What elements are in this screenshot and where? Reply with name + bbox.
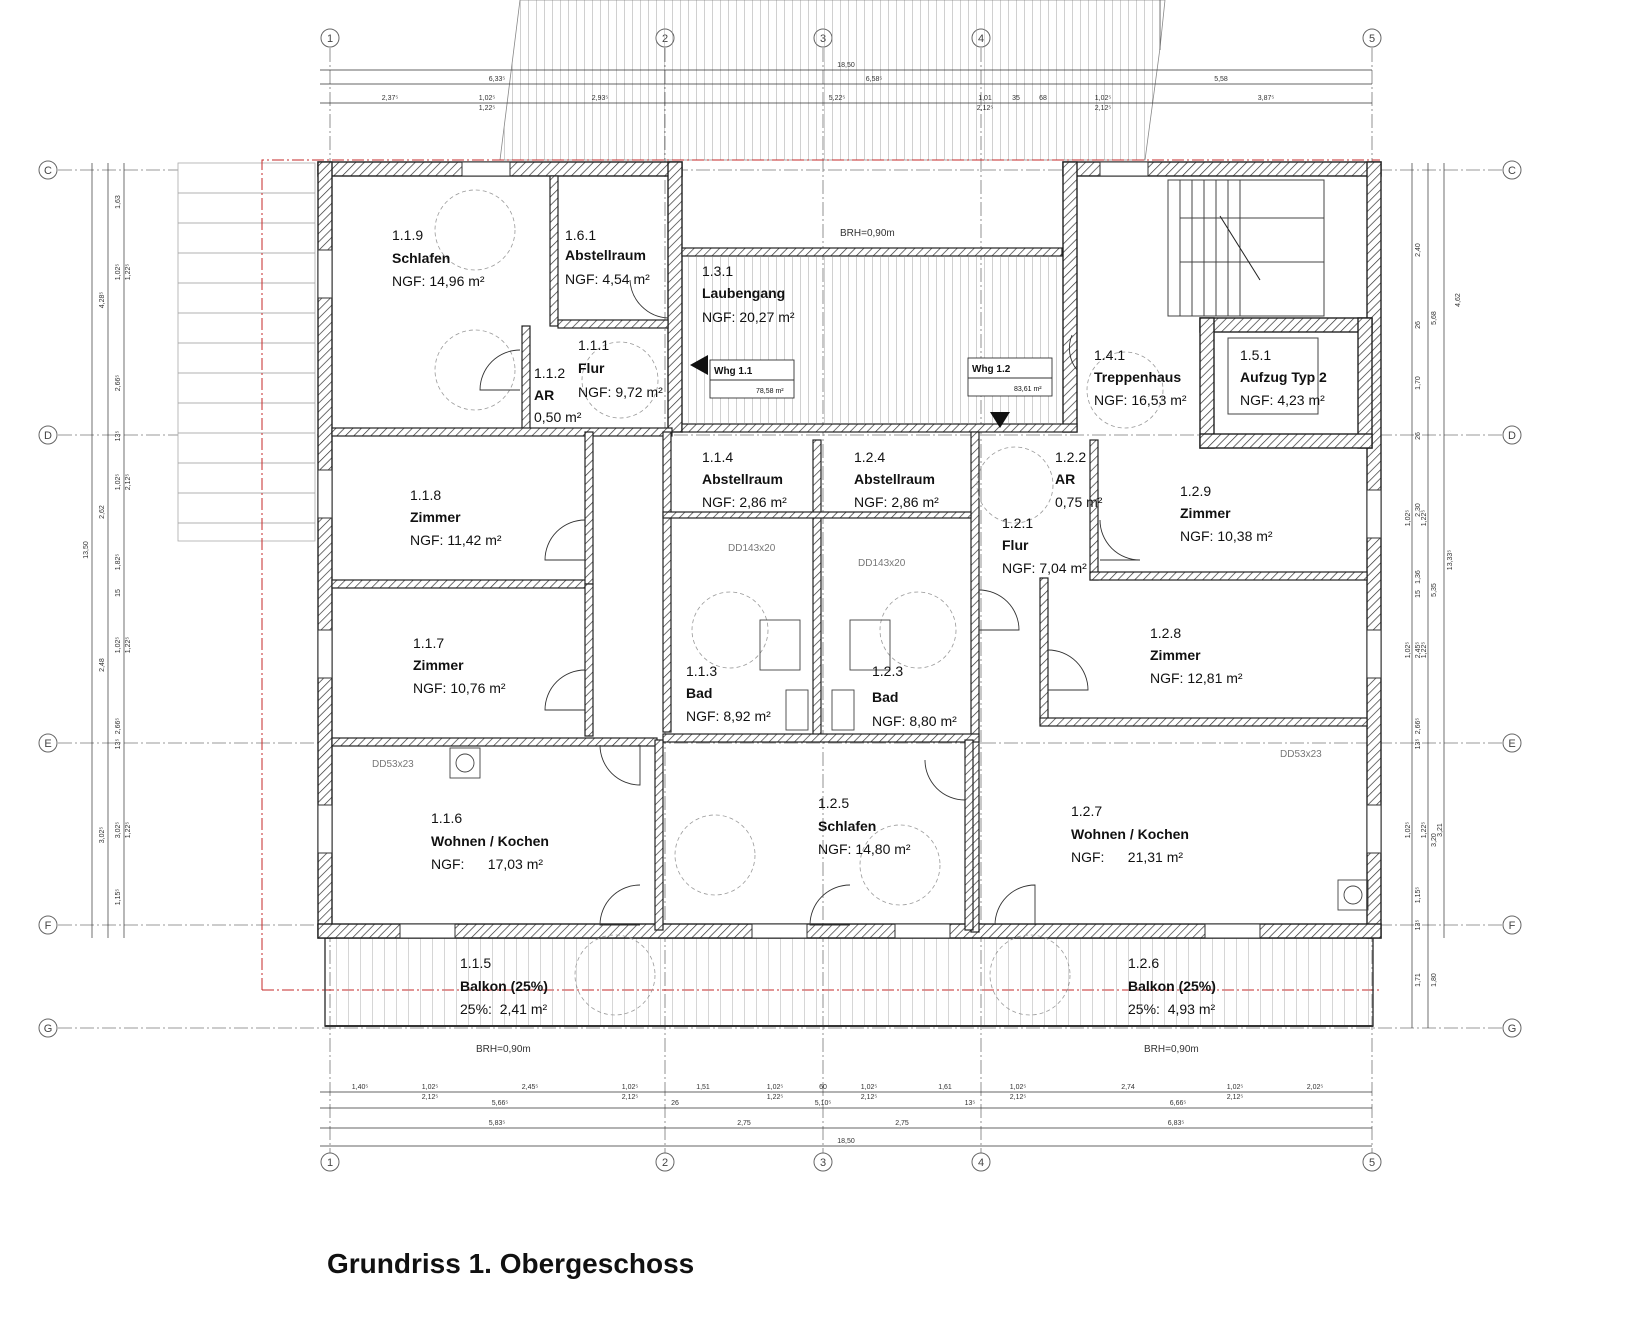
svg-text:1: 1 <box>326 33 334 45</box>
svg-text:1,02⁵: 1,02⁵ <box>1405 641 1412 659</box>
svg-text:1,02⁵: 1,02⁵ <box>621 1084 639 1091</box>
svg-text:1,02⁵: 1,02⁵ <box>1405 821 1412 839</box>
svg-text:6,66⁵: 6,66⁵ <box>1169 1100 1187 1107</box>
svg-text:1.2.4: 1.2.4 <box>854 449 886 465</box>
svg-text:13⁵: 13⁵ <box>1415 919 1422 931</box>
room-118 <box>410 487 502 548</box>
svg-text:Abstellraum: Abstellraum <box>565 247 646 263</box>
svg-text:13⁵: 13⁵ <box>115 738 122 750</box>
svg-text:1.1.7: 1.1.7 <box>413 635 445 651</box>
svg-text:2,66⁵: 2,66⁵ <box>1415 717 1422 735</box>
svg-text:Bad: Bad <box>686 685 713 701</box>
svg-text:2,75: 2,75 <box>737 1120 751 1127</box>
svg-text:13,33⁵: 13,33⁵ <box>1447 549 1454 571</box>
svg-text:1.1.9: 1.1.9 <box>392 227 424 243</box>
svg-text:1: 1 <box>326 1157 334 1169</box>
svg-text:2,30: 2,30 <box>1415 503 1422 517</box>
svg-text:26: 26 <box>1415 321 1422 329</box>
svg-text:2,12⁵: 2,12⁵ <box>1009 1094 1027 1101</box>
svg-text:0,50 m²: 0,50 m² <box>534 409 582 425</box>
svg-text:NGF: 4,23 m²: NGF: 4,23 m² <box>1240 392 1325 408</box>
svg-text:4,28⁵: 4,28⁵ <box>99 291 106 309</box>
svg-text:1.3.1: 1.3.1 <box>702 263 734 279</box>
svg-text:1,51: 1,51 <box>696 1084 710 1091</box>
svg-text:AR: AR <box>534 387 555 403</box>
svg-text:6,58⁵: 6,58⁵ <box>865 76 883 83</box>
svg-text:NGF: 10,76 m²: NGF: 10,76 m² <box>413 680 506 696</box>
svg-text:1,22⁵: 1,22⁵ <box>125 636 132 654</box>
svg-text:Abstellraum: Abstellraum <box>702 471 783 487</box>
whg11-label: Whg 1.1 <box>714 366 753 377</box>
svg-text:1,01: 1,01 <box>978 95 992 102</box>
axis-bubble-3-bottom <box>814 1153 832 1171</box>
room-114 <box>702 449 787 510</box>
axis-bubble-4-bottom <box>972 1153 990 1171</box>
axis-bubble-5-top <box>1363 29 1381 47</box>
svg-text:1,02⁵: 1,02⁵ <box>1226 1084 1244 1091</box>
svg-text:1,40⁵: 1,40⁵ <box>351 1084 369 1091</box>
svg-text:1.2.8: 1.2.8 <box>1150 625 1182 641</box>
svg-text:Bad: Bad <box>872 689 899 705</box>
svg-text:2,66⁵: 2,66⁵ <box>115 717 122 735</box>
svg-text:5,10⁵: 5,10⁵ <box>814 1100 832 1107</box>
axis-bubble-5-bottom <box>1363 1153 1381 1171</box>
svg-text:1,22⁵: 1,22⁵ <box>478 105 496 112</box>
svg-text:1.1.3: 1.1.3 <box>686 663 718 679</box>
svg-text:3: 3 <box>819 1157 827 1169</box>
svg-text:E: E <box>1508 738 1516 750</box>
svg-text:NGF: 10,38 m²: NGF: 10,38 m² <box>1180 528 1273 544</box>
axis-bubble-2-bottom <box>656 1153 674 1171</box>
axis-bubble-c-left <box>39 161 57 179</box>
dd-note-4: DD53x23 <box>1280 749 1322 760</box>
svg-text:1.1.4: 1.1.4 <box>702 449 734 465</box>
svg-text:35: 35 <box>1012 95 1020 102</box>
svg-text:2,75: 2,75 <box>895 1120 909 1127</box>
svg-text:Zimmer: Zimmer <box>410 509 461 525</box>
room-113 <box>686 663 771 724</box>
svg-text:G: G <box>43 1023 53 1035</box>
svg-text:1,22⁵: 1,22⁵ <box>1421 509 1428 527</box>
svg-text:NGF: 11,42 m²: NGF: 11,42 m² <box>410 532 502 548</box>
svg-text:1,02⁵: 1,02⁵ <box>115 473 122 491</box>
whg11-area: 78,58 m² <box>756 388 784 395</box>
dimension-bottom-text <box>352 1084 1324 1145</box>
room-112 <box>534 365 582 425</box>
room-141 <box>1094 347 1187 408</box>
svg-text:3,02⁵: 3,02⁵ <box>99 826 106 844</box>
external-ramp-left <box>178 163 315 541</box>
svg-text:15: 15 <box>1415 590 1422 598</box>
svg-text:2,12⁵: 2,12⁵ <box>976 105 994 112</box>
svg-text:1,22⁵: 1,22⁵ <box>125 263 132 281</box>
svg-text:0,75 m²: 0,75 m² <box>1055 494 1103 510</box>
svg-text:Zimmer: Zimmer <box>1180 505 1231 521</box>
svg-text:1.2.9: 1.2.9 <box>1180 483 1212 499</box>
svg-text:1,61: 1,61 <box>938 1084 952 1091</box>
svg-text:2,12⁵: 2,12⁵ <box>1094 105 1112 112</box>
svg-text:1,22⁵: 1,22⁵ <box>766 1094 784 1101</box>
svg-text:1,02⁵: 1,02⁵ <box>115 263 122 281</box>
svg-text:3,21: 3,21 <box>1437 823 1444 837</box>
svg-text:1.2.6: 1.2.6 <box>1128 955 1160 971</box>
svg-text:Schlafen: Schlafen <box>392 250 451 266</box>
svg-text:Flur: Flur <box>1002 537 1029 553</box>
dd-note-1: DD143x20 <box>728 543 776 554</box>
svg-text:1.2.3: 1.2.3 <box>872 663 904 679</box>
svg-text:25%: 2,41 m²: 25%: 2,41 m² <box>460 1001 548 1017</box>
svg-text:E: E <box>44 738 52 750</box>
svg-text:3,02⁵: 3,02⁵ <box>115 821 122 839</box>
svg-text:NGF: 9,72 m²: NGF: 9,72 m² <box>578 384 663 400</box>
svg-text:3,87⁵: 3,87⁵ <box>1257 95 1275 102</box>
room-119 <box>392 227 485 289</box>
whg12-label: Whg 1.2 <box>972 364 1011 375</box>
room-129 <box>1180 483 1273 544</box>
svg-text:Zimmer: Zimmer <box>1150 647 1201 663</box>
svg-text:1.1.6: 1.1.6 <box>431 810 463 826</box>
svg-text:Balkon (25%): Balkon (25%) <box>460 978 548 994</box>
svg-text:5: 5 <box>1368 1157 1376 1169</box>
svg-text:2,37⁵: 2,37⁵ <box>381 95 399 102</box>
room-161 <box>565 227 650 287</box>
room-124 <box>854 449 939 510</box>
room-128 <box>1150 625 1243 686</box>
svg-text:NGF: 12,81 m²: NGF: 12,81 m² <box>1150 670 1243 686</box>
svg-text:68: 68 <box>1039 95 1047 102</box>
svg-text:2,12⁵: 2,12⁵ <box>860 1094 878 1101</box>
svg-text:NGF: 21,31 m²: NGF: 21,31 m² <box>1071 849 1184 865</box>
svg-text:1,80: 1,80 <box>1431 973 1438 987</box>
axis-bubble-g-left <box>39 1019 57 1037</box>
dimension-left-text <box>83 195 132 905</box>
svg-text:2,93⁵: 2,93⁵ <box>591 95 609 102</box>
svg-text:Schlafen: Schlafen <box>818 818 877 834</box>
svg-text:NGF: 14,96 m²: NGF: 14,96 m² <box>392 273 485 289</box>
svg-text:NGF: 7,04 m²: NGF: 7,04 m² <box>1002 560 1087 576</box>
svg-text:1.6.1: 1.6.1 <box>565 227 597 243</box>
svg-text:2,40: 2,40 <box>1415 243 1422 257</box>
svg-text:2,66⁵: 2,66⁵ <box>115 374 122 392</box>
axis-bubble-d-right <box>1503 426 1521 444</box>
dd-note-3: DD53x23 <box>372 759 414 770</box>
svg-text:5,83⁵: 5,83⁵ <box>488 1120 506 1127</box>
svg-text:1.5.1: 1.5.1 <box>1240 347 1272 363</box>
svg-text:AR: AR <box>1055 471 1076 487</box>
svg-text:60: 60 <box>819 1084 827 1091</box>
svg-text:D: D <box>44 430 52 442</box>
svg-text:5,58: 5,58 <box>1214 76 1228 83</box>
svg-text:26: 26 <box>671 1100 679 1107</box>
svg-text:1,02⁵: 1,02⁵ <box>1094 95 1112 102</box>
room-116 <box>431 810 549 872</box>
svg-text:1,82⁵: 1,82⁵ <box>115 553 122 571</box>
brh-note-top: BRH=0,90m <box>840 228 895 239</box>
svg-text:F: F <box>1508 920 1516 932</box>
svg-text:1.2.5: 1.2.5 <box>818 795 850 811</box>
svg-text:3,20: 3,20 <box>1431 833 1438 847</box>
svg-text:Wohnen / Kochen: Wohnen / Kochen <box>431 833 549 849</box>
svg-text:Treppenhaus: Treppenhaus <box>1094 369 1182 385</box>
room-117 <box>413 635 506 696</box>
axis-bubble-1-top <box>321 29 339 47</box>
svg-text:1.2.2: 1.2.2 <box>1055 449 1087 465</box>
svg-text:NGF: 8,80 m²: NGF: 8,80 m² <box>872 713 957 729</box>
svg-text:D: D <box>1508 430 1516 442</box>
axis-bubble-1-bottom <box>321 1153 339 1171</box>
svg-text:1.1.1: 1.1.1 <box>578 337 610 353</box>
svg-text:1,70: 1,70 <box>1415 376 1422 390</box>
svg-text:1,15⁵: 1,15⁵ <box>115 888 122 906</box>
svg-text:C: C <box>44 165 52 177</box>
svg-text:1,22⁵: 1,22⁵ <box>1421 641 1428 659</box>
svg-text:Wohnen / Kochen: Wohnen / Kochen <box>1071 826 1189 842</box>
svg-text:1,15⁵: 1,15⁵ <box>1415 886 1422 904</box>
axis-bubble-c-right <box>1503 161 1521 179</box>
svg-text:1,02⁵: 1,02⁵ <box>478 95 496 102</box>
axis-bubble-f-left <box>39 916 57 934</box>
svg-text:Flur: Flur <box>578 360 605 376</box>
svg-text:5,35: 5,35 <box>1431 583 1438 597</box>
svg-text:1,22⁵: 1,22⁵ <box>125 821 132 839</box>
svg-text:5: 5 <box>1368 33 1376 45</box>
svg-text:1.4.1: 1.4.1 <box>1094 347 1126 363</box>
svg-text:1,02⁵: 1,02⁵ <box>860 1084 878 1091</box>
svg-text:2,45⁵: 2,45⁵ <box>521 1084 539 1091</box>
svg-text:F: F <box>44 920 52 932</box>
svg-text:2,02⁵: 2,02⁵ <box>1306 1084 1324 1091</box>
svg-text:1.1.8: 1.1.8 <box>410 487 442 503</box>
svg-text:5,22⁵: 5,22⁵ <box>828 95 846 102</box>
svg-text:1,36: 1,36 <box>1415 570 1422 584</box>
svg-text:6,33⁵: 6,33⁵ <box>488 76 506 83</box>
svg-text:1,02⁵: 1,02⁵ <box>1405 509 1412 527</box>
axis-bubble-d-left <box>39 426 57 444</box>
svg-text:2,74: 2,74 <box>1121 1084 1135 1091</box>
svg-text:2,48: 2,48 <box>99 658 106 672</box>
svg-text:4: 4 <box>977 1157 985 1169</box>
svg-text:2,12⁵: 2,12⁵ <box>621 1094 639 1101</box>
svg-text:1.2.1: 1.2.1 <box>1002 515 1034 531</box>
axis-bubble-f-right <box>1503 916 1521 934</box>
svg-text:NGF: 2,86 m²: NGF: 2,86 m² <box>854 494 939 510</box>
svg-text:2: 2 <box>661 1157 669 1169</box>
axis-bubble-e-right <box>1503 734 1521 752</box>
svg-text:1,02⁵: 1,02⁵ <box>766 1084 784 1091</box>
svg-text:15: 15 <box>115 589 122 597</box>
svg-text:5,68: 5,68 <box>1431 311 1438 325</box>
svg-text:5,66⁵: 5,66⁵ <box>491 1100 509 1107</box>
svg-text:13⁵: 13⁵ <box>1415 738 1422 750</box>
svg-text:2,12⁵: 2,12⁵ <box>125 473 132 491</box>
svg-text:Abstellraum: Abstellraum <box>854 471 935 487</box>
svg-text:NGF: 14,80 m²: NGF: 14,80 m² <box>818 841 911 857</box>
svg-text:1,71: 1,71 <box>1415 973 1422 987</box>
whg12-area: 83,61 m² <box>1014 386 1042 393</box>
brh-note-bottom-right: BRH=0,90m <box>1144 1044 1199 1055</box>
svg-text:13⁵: 13⁵ <box>115 430 122 442</box>
svg-text:Balkon (25%): Balkon (25%) <box>1128 978 1216 994</box>
room-125 <box>818 795 911 857</box>
svg-text:1,02⁵: 1,02⁵ <box>115 636 122 654</box>
svg-text:NGF: 2,86 m²: NGF: 2,86 m² <box>702 494 787 510</box>
staircase <box>1168 180 1324 316</box>
svg-text:6,83⁵: 6,83⁵ <box>1167 1120 1185 1127</box>
svg-text:NGF: 4,54 m²: NGF: 4,54 m² <box>565 271 650 287</box>
svg-text:2,12⁵: 2,12⁵ <box>421 1094 439 1101</box>
svg-text:1,22⁵: 1,22⁵ <box>1421 821 1428 839</box>
room-111 <box>578 337 663 400</box>
svg-text:13,50: 13,50 <box>83 541 90 559</box>
dimension-right-text <box>1405 243 1462 987</box>
svg-text:Zimmer: Zimmer <box>413 657 464 673</box>
svg-text:1,63: 1,63 <box>115 195 122 209</box>
svg-text:4,62: 4,62 <box>1455 293 1462 307</box>
svg-text:Laubengang: Laubengang <box>702 285 786 301</box>
room-127 <box>1071 803 1189 865</box>
svg-text:13⁵: 13⁵ <box>964 1100 976 1107</box>
room-123 <box>872 663 957 729</box>
svg-text:1,02⁵: 1,02⁵ <box>1009 1084 1027 1091</box>
svg-text:NGF: 20,27 m²: NGF: 20,27 m² <box>702 309 795 325</box>
svg-text:NGF: 8,92 m²: NGF: 8,92 m² <box>686 708 771 724</box>
axis-bubble-e-left <box>39 734 57 752</box>
room-121 <box>1002 515 1087 576</box>
svg-text:18,50: 18,50 <box>837 1138 855 1145</box>
brh-note-bottom-left: BRH=0,90m <box>476 1044 531 1055</box>
svg-text:1.1.2: 1.1.2 <box>534 365 566 381</box>
svg-text:1.1.5: 1.1.5 <box>460 955 492 971</box>
svg-text:25%: 4,93 m²: 25%: 4,93 m² <box>1128 1001 1216 1017</box>
svg-text:Aufzug Typ 2: Aufzug Typ 2 <box>1240 369 1327 385</box>
svg-text:NGF: 16,53 m²: NGF: 16,53 m² <box>1094 392 1187 408</box>
svg-text:C: C <box>1508 165 1516 177</box>
svg-text:G: G <box>1507 1023 1517 1035</box>
axis-bubble-g-right <box>1503 1019 1521 1037</box>
svg-text:26: 26 <box>1415 432 1422 440</box>
svg-text:2,62: 2,62 <box>99 505 106 519</box>
svg-text:1,02⁵: 1,02⁵ <box>421 1084 439 1091</box>
svg-text:2,45⁵: 2,45⁵ <box>1415 641 1422 659</box>
page-title: Grundriss 1. Obergeschoss <box>327 1248 695 1279</box>
dd-note-2: DD143x20 <box>858 558 906 569</box>
external-stair-top <box>500 0 1165 160</box>
svg-text:2,12⁵: 2,12⁵ <box>1226 1094 1244 1101</box>
svg-text:18,50: 18,50 <box>837 62 855 69</box>
svg-text:NGF: 17,03 m²: NGF: 17,03 m² <box>431 856 544 872</box>
svg-text:1.2.7: 1.2.7 <box>1071 803 1103 819</box>
laubengang-floor <box>682 256 1062 424</box>
